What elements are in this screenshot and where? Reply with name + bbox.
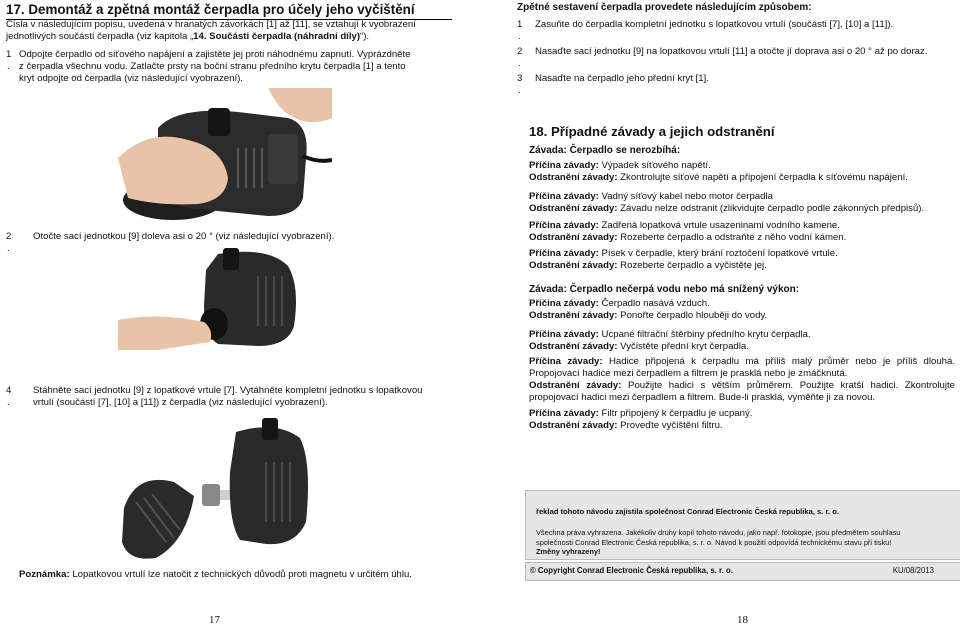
photo-disassembled-parts — [116, 412, 314, 564]
reassembly-step-dot: . — [518, 85, 521, 96]
fault-1-cause: Příčina závady: Vadný síťový kabel nebo motor čerpadla — [529, 191, 773, 202]
copyright-box — [525, 562, 960, 581]
step-4-dot: . — [7, 397, 10, 408]
step-1-dot: . — [7, 61, 10, 72]
reassembly-step-dot: . — [518, 58, 521, 69]
reassembly-step-text: Nasaďte sací jednotku [9] na lopatkovou vrtulí [11] a otočte jí doprava asi o 20 ° až po doraz. — [535, 46, 928, 57]
translation-credit: řeklad tohoto návodu zajistila společnost Conrad Electronic Česká republika, s. r. o. — [536, 507, 839, 516]
section-17-title: 17. Demontáž a zpětná montáž čerpadla pro účely jeho vyčištění — [6, 2, 452, 20]
fault-2-cause-2: Příčina závady: Ucpané filtrační štěrbiny předního krytu čerpadla. — [529, 329, 811, 340]
fault-1-cause: Příčina závady: Zadřená lopatková vrtule usazeninami vodního kamene. — [529, 220, 840, 231]
step-4-number: 4 — [6, 385, 12, 396]
document-code: KU/08/2013 — [892, 566, 934, 575]
fault-1-heading: Závada: Čerpadlo se nerozbíhá: — [529, 145, 681, 156]
fault-2-fix-2: Odstranění závady: Vyčistěte přední kryt čerpadla. — [529, 341, 749, 352]
intro-line-2: jednotlivých součástí čerpadla (viz kapitola „14. Součásti čerpadla (náhradní díly)“). — [6, 31, 370, 43]
fault-1-fix: Odstranění závady: Zkontrolujte síťové napětí a připojení čerpadla k síťovému napájení. — [529, 172, 908, 183]
photo-rotate-suction-unit — [118, 246, 304, 350]
fault-2-fix-3: Odstranění závady: Použijte hadici s větším průměrem. Použijte kratší hadici. Zkontrolujte propojovací hadici mezi čerpadlem a filtrem. Bude-li prasklá, vyměňte ji za novou. — [529, 380, 955, 403]
reassembly-title: Zpětné sestavení čerpadla provedete následujícím způsobem: — [517, 2, 812, 13]
intro-paragraph — [6, 19, 452, 43]
reassembly-step-number: 1 — [517, 19, 523, 30]
fault-1-cause: Příčina závady: Výpadek síťového napětí. — [529, 160, 711, 171]
photo-remove-cover — [118, 88, 332, 224]
fault-2-cause-4: Příčina závady: Filtr připojený k čerpadlu je ucpaný. — [529, 408, 753, 419]
fault-2-cause-1: Příčina závady: Čerpadlo nasává vzduch. — [529, 298, 710, 309]
copyright-text: © Copyright Conrad Electronic Česká republika, s. r. o. — [530, 566, 733, 575]
fault-2-fix-1: Odstranění závady: Ponořte čerpadlo hlouběji do vody. — [529, 310, 768, 321]
fault-1-fix: Odstranění závady: Rozeberte čerpadlo a vyčistěte jej. — [529, 260, 767, 271]
note: Poznámka: Lopatkovou vrtulí lze natočit z technických důvodů proti magnetu v určitém úhlu. — [19, 569, 413, 580]
page-number-right: 18 — [737, 614, 748, 626]
translation-info-box — [525, 490, 960, 560]
fault-1-fix: Odstranění závady: Rozeberte čerpadlo a odstraňte z něho vodní kámen. — [529, 232, 847, 243]
step-4-text: Stáhněte sací jednotku [9] z lopatkové vrtule [7]. Vytáhněte kompletní jednotku s lopatkovou vrtulí (součástí [7], [10] a [11]) z čerpadla (viz následující vyobrazení). — [33, 385, 423, 409]
rights-notice: Všechna práva vyhrazena. Jakékoliv druhy kopií tohoto návodu, jako např. fotokopie, jsou předmětem souhlasu společnosti Conrad Electronic Česká republika, s. r. o. Návod k použití odpovídá technickému stavu při tisku! Změny vyhrazeny! — [536, 528, 901, 557]
fault-2-cause-3: Příčina závady: Hadice připojená k čerpadlu má příliš malý průměr nebo je příliš dlouhá. Propojovací hadice mezi čerpadlem a filtrem je prasklá nebo je zmáčknutá. — [529, 356, 956, 379]
reassembly-step-text: Nasaďte na čerpadlo jeho přední kryt [1]. — [535, 73, 709, 84]
fault-1-fix: Odstranění závady: Závadu nelze odstranit (zlikvidujte čerpadlo podle zákonných předpisů). — [529, 203, 925, 214]
reassembly-step-number: 2 — [517, 46, 523, 57]
step-2-dot: . — [7, 243, 10, 254]
intro-line-1: Čísla v následujícím popisu, uvedená v hranatých závorkách [1] až [11], se vztahují k vyobrazení — [6, 19, 416, 30]
reassembly-step-number: 3 — [517, 73, 523, 84]
fault-2-heading: Závada: Čerpadlo nečerpá vodu nebo má snížený výkon: — [529, 284, 800, 295]
page-number-left: 17 — [209, 614, 220, 626]
step-2-text: Otočte sací jednotkou [9] doleva asi o 20 ° (viz následující vyobrazení). — [33, 231, 335, 242]
step-1-text: Odpojte čerpadlo od síťového napájení a zajistěte jej proti náhodnému zapnutí. Vyprázdněte z čerpadla všechnu vodu. Zatlačte prsty na boční stranu předního krytu čerpadla [1] a tento kryt odpojte od čerpadla (viz následující vyobrazení). — [19, 49, 411, 85]
fault-1-cause: Příčina závady: Písek v čerpadle, který brání roztočení lopatkové vrtule. — [529, 248, 838, 259]
fault-2-fix-4: Odstranění závady: Proveďte vyčištění filtru. — [529, 420, 723, 431]
step-1-number: 1 — [6, 49, 12, 60]
reassembly-step-text: Zasuňte do čerpadla kompletní jednotku s lopatkovou vrtulí (součásti [7], [10] a [11]). — [535, 19, 894, 30]
step-2-number: 2 — [6, 231, 12, 242]
reassembly-step-dot: . — [518, 31, 521, 42]
section-18-title: 18. Případné závady a jejich odstranění — [529, 124, 775, 139]
